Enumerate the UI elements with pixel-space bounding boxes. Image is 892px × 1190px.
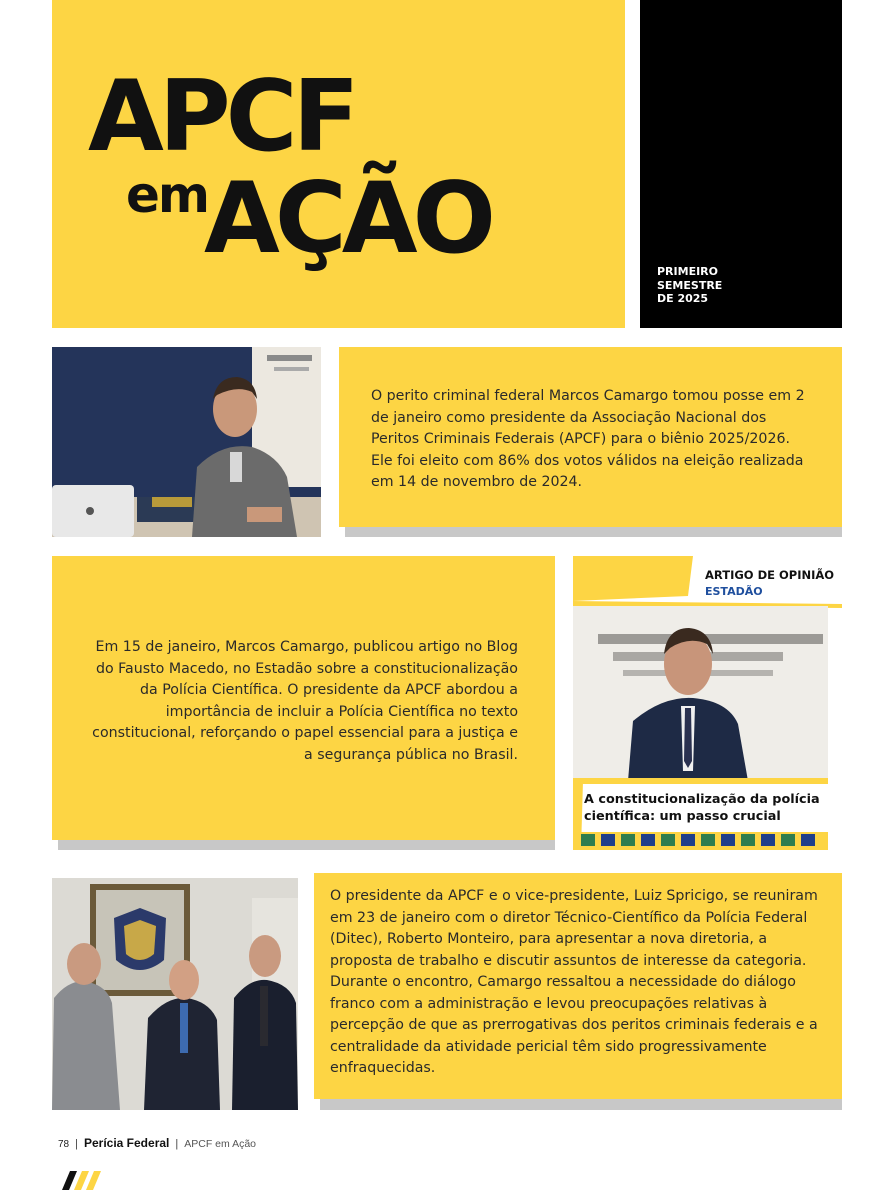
section3-paragraph: O presidente da APCF e o vice-presidente, Luiz Spricigo, se reuniram em 23 de janeiro com o diretor Técnico-Científico da Polícia Federal (Ditec), Roberto Monteiro, para apresentar a nova diretoria, a proposta de trabalho e discutir assuntos de interesse da categoria. Durante o encontro, Camargo ressaltou a necessidade do diálogo franco com a administração e levou preocupações relativas à percepção de que as prerrogativas dos peritos criminais federais e a centralidade da atividade pericial têm sido progressivamente enfraquecidas. xyxy=(330,888,818,1076)
section1-text-box xyxy=(339,347,842,527)
semester-line: SEMESTRE xyxy=(657,278,723,292)
page-title-em: em xyxy=(126,166,209,224)
footer-divider: | xyxy=(75,1138,78,1150)
page-footer xyxy=(58,1136,256,1150)
section3-text-box xyxy=(314,873,842,1099)
photo-president-desk xyxy=(52,347,321,537)
article-card-label: ARTIGO DE OPINIÃO xyxy=(705,568,835,582)
section1-paragraph: O perito criminal federal Marcos Camargo tomou posse em 2 de janeiro como presidente da Associação Nacional dos Peritos Criminais Federais (APCF) para o biênio 2025/2026. Ele foi eleito com 86% dos votos válidos na eleição realizada em 14 de novembro de 2024. xyxy=(371,388,805,490)
photo-meeting-group xyxy=(52,878,298,1110)
page-title-apcf: APCF xyxy=(88,60,355,174)
semester-line: PRIMEIRO xyxy=(657,265,718,278)
semester-label xyxy=(657,265,767,306)
brand-stripes-logo xyxy=(62,1171,108,1190)
estadao-logo: ESTADÃO xyxy=(705,585,763,598)
footer-divider: | xyxy=(175,1138,179,1150)
section2-text-box xyxy=(52,556,555,840)
section2-paragraph: Em 15 de janeiro, Marcos Camargo, publicou artigo no Blog do Fausto Macedo, no Estadão sobre a constitucionalização da Polícia Científica. O presidente da APCF abordou a importância de incluir a Polícia Científica no texto constitucional, reforçando o papel essencial para a justiça e a segurança pública no Brasil. xyxy=(92,639,518,763)
section-name: APCF em Ação xyxy=(184,1138,257,1150)
semester-line: DE 2025 xyxy=(657,292,709,305)
article-card-headline: A constitucionalização da polícia científica: um passo crucial xyxy=(584,792,820,824)
magazine-name: Perícia Federal xyxy=(83,1136,170,1150)
page-number: 78 xyxy=(58,1139,70,1150)
page-title-acao: AÇÃO xyxy=(204,162,491,276)
